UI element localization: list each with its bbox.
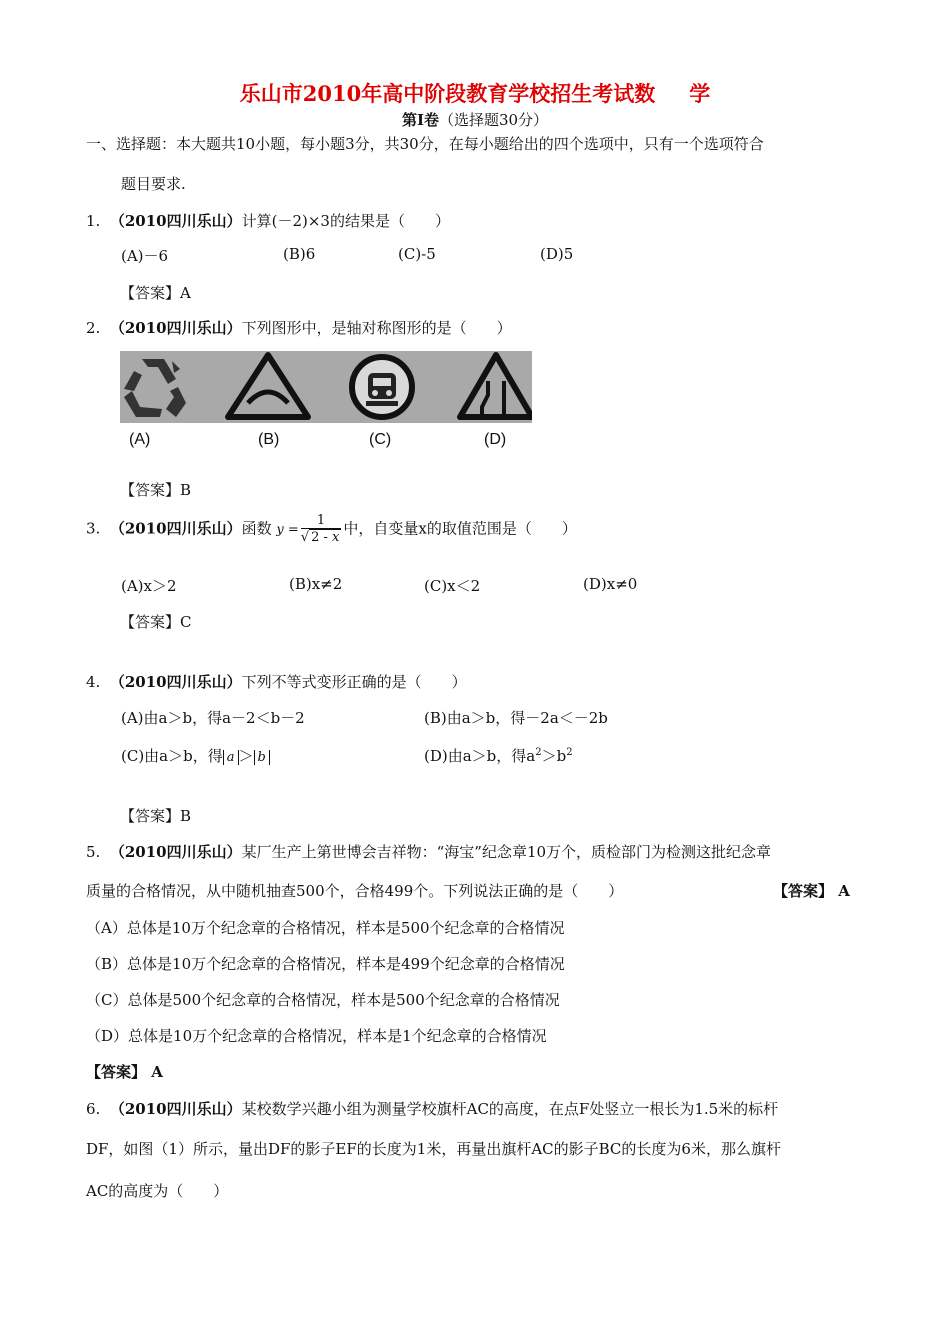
question-source: （2010四川乐山） <box>109 319 242 337</box>
q5-inline-answer: 【答案】 A <box>773 882 850 900</box>
abs-a: a <box>223 750 239 765</box>
hump-road-sign-icon <box>228 355 308 417</box>
q3-option-a: (A)x＞2 <box>121 577 177 595</box>
question-number: 2. <box>86 319 101 337</box>
q1-option-a: (A)－6 <box>121 247 169 265</box>
question-source: （2010四川乐山） <box>109 519 242 538</box>
question-5-cont: 质量的合格情况，从中随机抽查500个，合格499个。下列说法正确的是（ ） <box>86 882 624 900</box>
q2-answer: 【答案】B <box>120 481 192 499</box>
part-note: （选择题30分） <box>438 111 549 129</box>
question-text: 某校数学兴趣小组为测量学校旗杆AC的高度，在点F处竖立一根长为1.5米的标杆 <box>241 1100 779 1118</box>
question-number: 1. <box>86 212 101 230</box>
fraction-denominator: √ 2 - x <box>300 530 340 545</box>
question-6-cont-2: AC的高度为（ ） <box>86 1182 229 1200</box>
q4-answer: 【答案】B <box>120 807 192 825</box>
option-text: (D)由a＞b，得a <box>424 747 536 765</box>
q4-option-b: (B)由a＞b，得－2a＜－2b <box>424 709 608 727</box>
greater-than: ＞ <box>238 747 254 765</box>
recycle-icon <box>124 359 186 417</box>
question-text-pre: 函数 <box>241 519 272 538</box>
fig-label-a: (A) <box>129 431 151 448</box>
superscript: 2 <box>535 747 542 758</box>
question-source: （2010四川乐山） <box>109 212 242 230</box>
question-5 <box>86 841 771 862</box>
function-fraction <box>301 513 342 546</box>
radicand-const: 2 - <box>311 530 333 545</box>
question-number: 4. <box>86 673 101 691</box>
fraction-numerator: 1 <box>301 513 342 529</box>
fig-label-b: (B) <box>258 431 280 448</box>
q3-option-d: (D)x≠0 <box>583 575 638 593</box>
q5-option-b: （B）总体是10万个纪念章的合格情况，样本是499个纪念章的合格情况 <box>86 955 565 973</box>
question-1 <box>86 210 450 231</box>
option-text: (C)由a＞b，得 <box>121 747 223 765</box>
fig-label-c: (C) <box>369 431 392 448</box>
part-label: 第Ⅰ卷 <box>401 111 439 129</box>
q5-option-d: （D）总体是10万个纪念章的合格情况，样本是1个纪念章的合格情况 <box>86 1027 547 1045</box>
question-6 <box>86 1098 778 1119</box>
function-y: y = <box>276 522 299 538</box>
q4-option-a: (A)由a＞b，得a－2＜b－2 <box>121 709 305 727</box>
no-car-sign-icon <box>352 357 412 417</box>
question-number: 5. <box>86 843 101 861</box>
option-text-mid: ＞b <box>541 747 567 765</box>
q5-option-a: （A）总体是10万个纪念章的合格情况，样本是500个纪念章的合格情况 <box>86 919 565 937</box>
fig-label-d: (D) <box>484 431 507 448</box>
section-instructions-cont: 题目要求. <box>121 175 186 193</box>
question-number: 3. <box>86 519 101 538</box>
question-source: （2010四川乐山） <box>109 1100 242 1118</box>
title-end: 学 <box>689 81 711 106</box>
q5-option-c: （C）总体是500个纪念章的合格情况，样本是500个纪念章的合格情况 <box>86 991 560 1009</box>
section-instructions: 一、选择题：本大题共10小题，每小题3分，共30分，在每小题给出的四个选项中，只有一个选项符合 <box>86 135 764 153</box>
question-number: 6. <box>86 1100 101 1118</box>
question-6-cont-1: DF，如图（1）所示，量出DF的影子EF的长度为1米，再量出旗杆AC的影子BC的长度为6米，那么旗杆 <box>86 1140 781 1158</box>
q1-option-b: (B)6 <box>283 245 316 263</box>
q1-option-c: (C)-5 <box>398 245 436 263</box>
page-title <box>0 78 950 108</box>
q1-option-d: (D)5 <box>540 245 574 263</box>
question-source: （2010四川乐山） <box>109 843 242 861</box>
question-4 <box>86 671 467 692</box>
road-narrows-sign-icon <box>460 355 532 417</box>
question-3 <box>86 513 577 546</box>
q1-answer: 【答案】A <box>120 284 191 302</box>
q5-answer: 【答案】 A <box>86 1063 163 1081</box>
question-text: 计算(－2)×3的结果是（ ） <box>241 212 450 230</box>
q3-option-b: (B)x≠2 <box>289 575 343 593</box>
question-text-post: 中，自变量x的取值范围是（ ） <box>343 519 577 538</box>
question-2 <box>86 317 512 338</box>
q3-option-c: (C)x＜2 <box>424 577 481 595</box>
question-text: 某厂生产上第世博会吉祥物：“海宝”纪念章10万个，质检部门为检测这批纪念章 <box>241 843 772 861</box>
question-source: （2010四川乐山） <box>109 673 242 691</box>
figure-signs <box>120 351 532 423</box>
question-text: 下列图形中，是轴对称图形的是（ ） <box>241 319 512 337</box>
title-main: 乐山市2010年高中阶段教育学校招生考试数 <box>239 81 656 106</box>
q4-option-d <box>424 745 573 766</box>
sqrt-radicand <box>309 529 341 545</box>
abs-b: b <box>254 750 270 765</box>
superscript: 2 <box>566 747 573 758</box>
radicand-var: x <box>332 530 340 545</box>
q3-answer: 【答案】C <box>120 613 192 631</box>
part-subtitle <box>0 109 950 130</box>
symmetry-figure-strip <box>120 351 532 423</box>
q4-option-c <box>121 745 270 766</box>
question-text: 下列不等式变形正确的是（ ） <box>241 673 467 691</box>
